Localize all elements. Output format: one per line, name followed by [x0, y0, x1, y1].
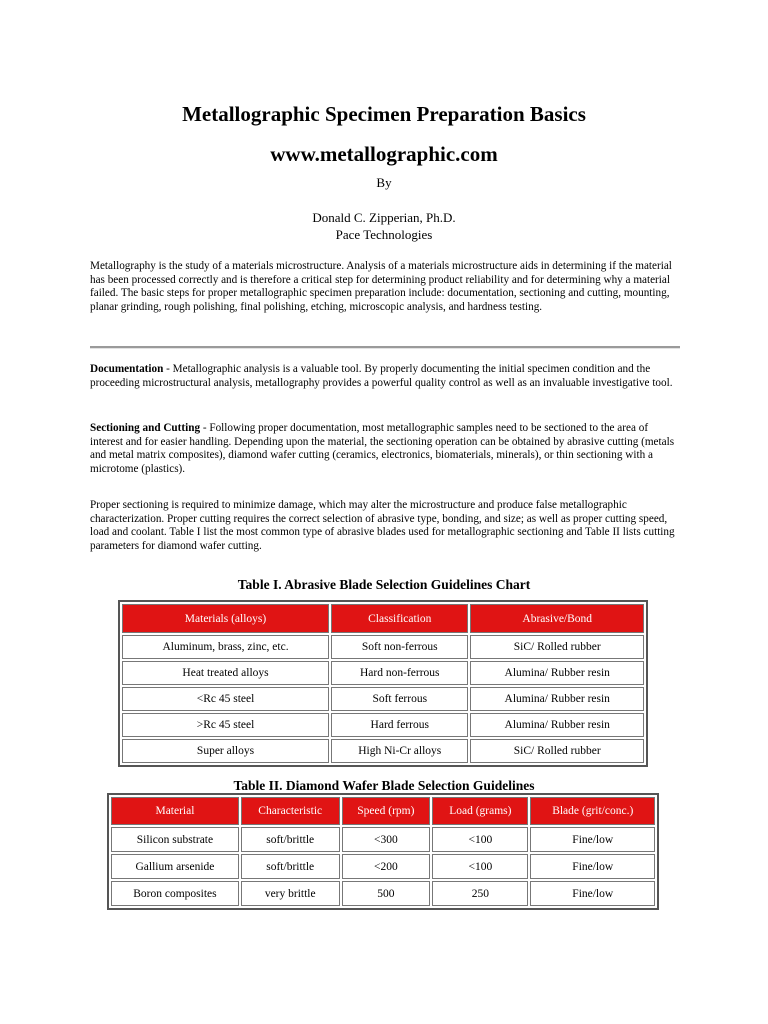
document-title: Metallographic Specimen Preparation Basics	[182, 102, 586, 126]
table-cell: Fine/low	[530, 854, 655, 879]
documentation-heading: Documentation	[90, 363, 164, 375]
table-cell: Alumina/ Rubber resin	[470, 687, 644, 711]
byline: By	[376, 175, 392, 190]
table-cell: soft/brittle	[241, 854, 340, 879]
table-cell: 500	[342, 881, 431, 906]
documentation-paragraph	[90, 363, 680, 390]
table2-caption: Table II. Diamond Wafer Blade Selection Guidelines	[233, 778, 535, 793]
table-header-cell: Abrasive/Bond	[470, 604, 644, 633]
table-cell: High Ni-Cr alloys	[331, 739, 468, 763]
author-block	[0, 209, 768, 243]
horizontal-divider	[90, 346, 680, 349]
table-header-cell: Classification	[331, 604, 468, 633]
table-cell: Fine/low	[530, 881, 655, 906]
table-cell: Alumina/ Rubber resin	[470, 713, 644, 737]
table-row	[122, 661, 644, 685]
table-cell: Hard non-ferrous	[331, 661, 468, 685]
table-cell: Fine/low	[530, 827, 655, 852]
table-row	[122, 713, 644, 737]
table-cell: Soft non-ferrous	[331, 635, 468, 659]
sectioning-text: - Following proper documentation, most metallographic samples need to be sectioned to the area of interest and for easier handling. Depending upon the material, the sectioning operation can be obtained by abrasive cutting (metals and metal matrix composites), diamond wafer cutting (ceramics, electronics, biomaterials, minerals), or thin sectioning with a microtome (plastics).	[90, 422, 675, 475]
table-header-cell: Material	[111, 797, 239, 825]
table-cell: Hard ferrous	[331, 713, 468, 737]
table-cell: Boron composites	[111, 881, 239, 906]
table-cell: Super alloys	[122, 739, 329, 763]
table-header-cell: Speed (rpm)	[342, 797, 431, 825]
table-row	[122, 739, 644, 763]
table-cell: very brittle	[241, 881, 340, 906]
table-cell: <300	[342, 827, 431, 852]
table-cell: SiC/ Rolled rubber	[470, 635, 644, 659]
author-name: Donald C. Zipperian, Ph.D.	[312, 210, 456, 225]
table-cell: Alumina/ Rubber resin	[470, 661, 644, 685]
table-cell: Silicon substrate	[111, 827, 239, 852]
table-cell: Heat treated alloys	[122, 661, 329, 685]
table-row	[122, 687, 644, 711]
table-row	[111, 881, 655, 906]
documentation-text: - Metallographic analysis is a valuable tool. By properly documenting the initial specimen condition and the proceeding microstructural analysis, metallography provides a powerful quality control as well as an invaluable investigative tool.	[90, 363, 673, 389]
abrasive-blade-table	[118, 600, 648, 767]
proper-sectioning-paragraph: Proper sectioning is required to minimize damage, which may alter the microstructure and produce false metallographic characterization. Proper cutting requires the correct selection of abrasive type, bonding, and size; as well as proper cutting speed, load and coolant. Table I list the most common type of abrasive blades used for metallographic sectioning and Table II lists cutting parameters for diamond wafer cutting.	[90, 499, 675, 552]
author-organization: Pace Technologies	[335, 227, 433, 242]
diamond-wafer-blade-table	[107, 793, 659, 910]
website-url: www.metallographic.com	[270, 142, 498, 166]
table-header-cell: Load (grams)	[432, 797, 528, 825]
table-cell: <100	[432, 827, 528, 852]
table-row	[111, 854, 655, 879]
table-header-cell: Blade (grit/conc.)	[530, 797, 655, 825]
table-cell: >Rc 45 steel	[122, 713, 329, 737]
table-row	[122, 635, 644, 659]
table1-caption: Table I. Abrasive Blade Selection Guidelines Chart	[237, 577, 531, 592]
table-header-cell: Materials (alloys)	[122, 604, 329, 633]
table-cell: 250	[432, 881, 528, 906]
table-row	[111, 827, 655, 852]
table-cell: Aluminum, brass, zinc, etc.	[122, 635, 329, 659]
table-cell: <200	[342, 854, 431, 879]
intro-paragraph: Metallography is the study of a materials microstructure. Analysis of a materials microstructure aids in determining if the material has been processed correctly and is therefore a critical step for determining product reliability and for determining why a material failed. The basic steps for proper metallographic specimen preparation include: documentation, sectioning and cutting, mounting, planar grinding, rough polishing, final polishing, etching, microscopic analysis, and hardness testing.	[90, 260, 672, 313]
table-cell: <Rc 45 steel	[122, 687, 329, 711]
table-cell: SiC/ Rolled rubber	[470, 739, 644, 763]
table-header-row	[122, 604, 644, 633]
table-cell: Gallium arsenide	[111, 854, 239, 879]
table-header-row	[111, 797, 655, 825]
sectioning-heading: Sectioning and Cutting	[90, 422, 201, 434]
sectioning-paragraph	[90, 422, 680, 476]
table-cell: <100	[432, 854, 528, 879]
table-cell: Soft ferrous	[331, 687, 468, 711]
table-cell: soft/brittle	[241, 827, 340, 852]
table-header-cell: Characteristic	[241, 797, 340, 825]
